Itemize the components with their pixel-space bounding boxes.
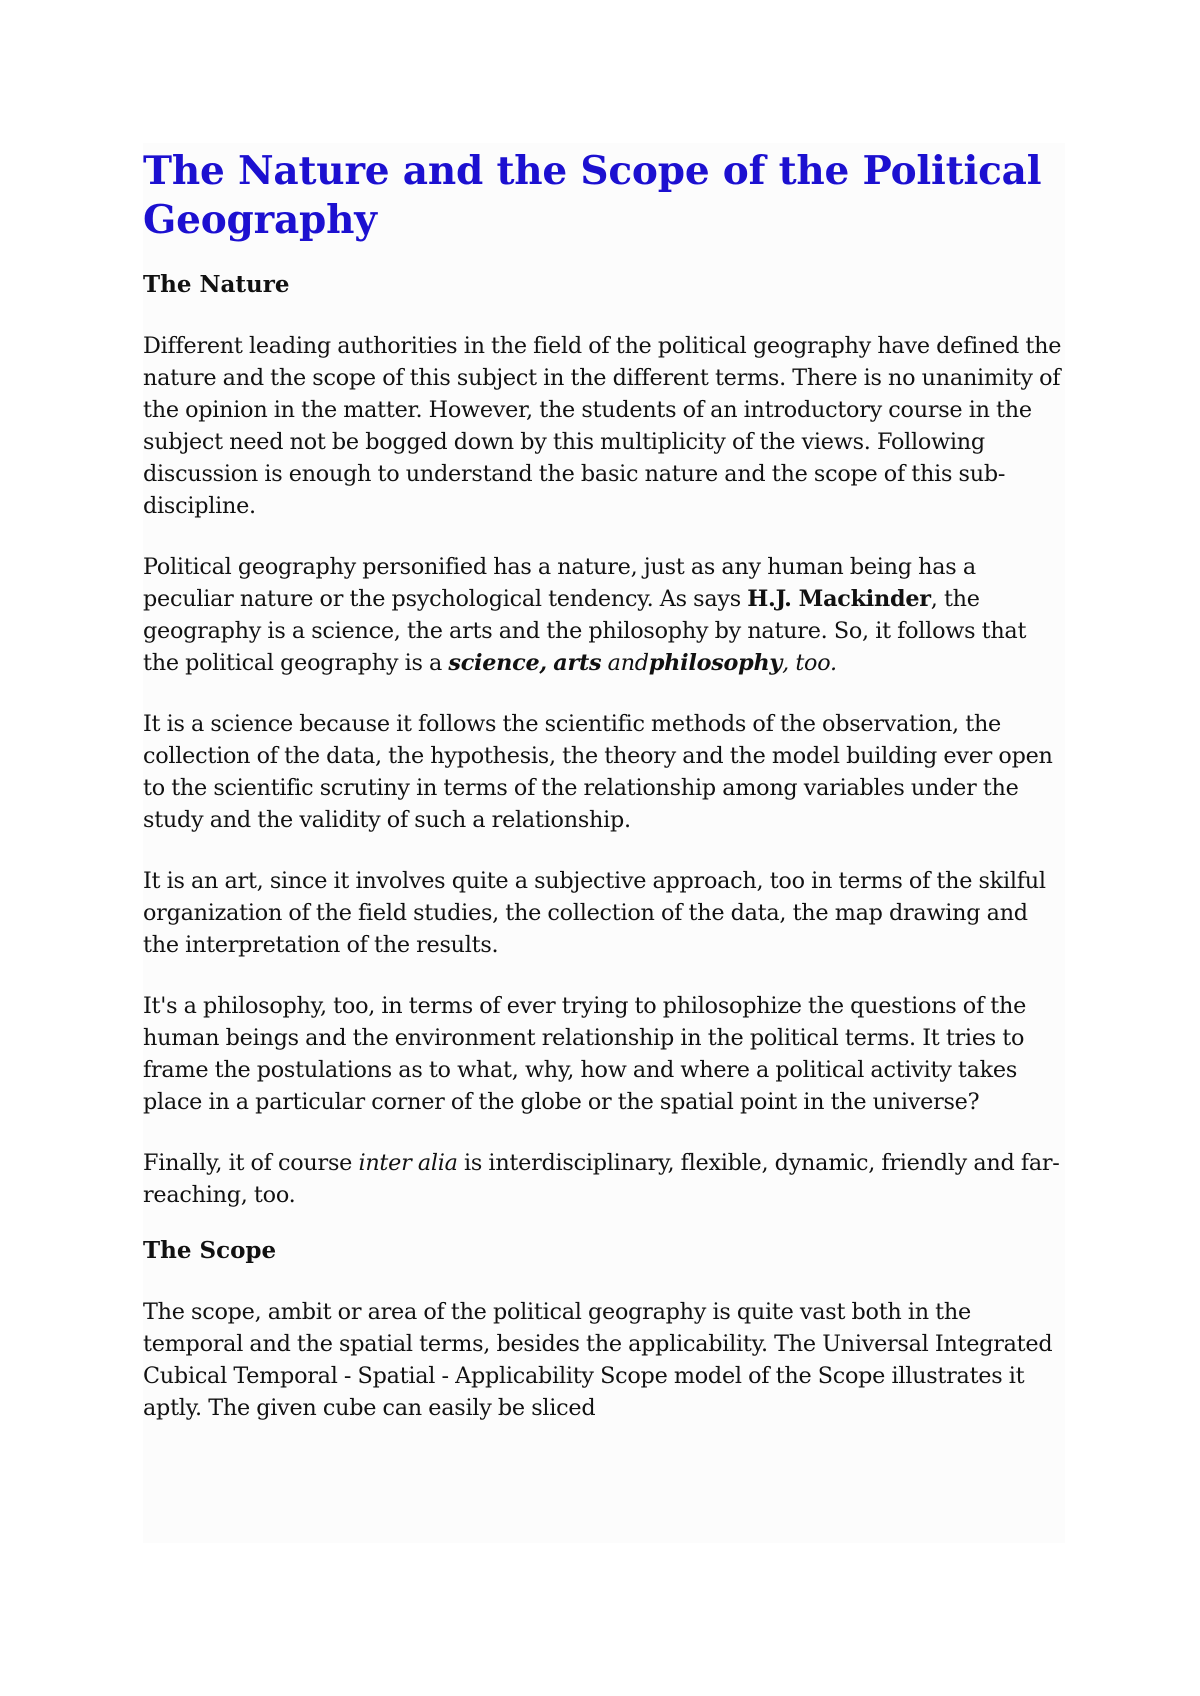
term-arts: arts xyxy=(553,650,602,676)
p6-text-2: is interdisciplinary, flexible, dynamic, friendly and far-reaching, too. xyxy=(143,1150,1060,1208)
nature-paragraph-1: Different leading authorities in the field of the political geography have defined the nature and the scope of this subject in the different terms. There is no unanimity of the opinion in the matter. However, the students of an introductory course in the subject need not be bogged down by this multiplicity of the views. Following discussion is enough to understand the basic nature and the scope of this sub-discipline. xyxy=(143,333,1062,519)
heading-the-scope: The Scope xyxy=(143,1237,277,1264)
p6-text-1: Finally, it of course xyxy=(143,1150,359,1176)
nature-paragraph-2 xyxy=(143,551,1065,679)
p2-text-2: , the geography is a science, the arts and the philosophy by nature. So, it follows that the political geography is a xyxy=(143,586,1027,676)
page-title: The Nature and the Scope of the Political Geography xyxy=(143,148,1042,243)
term-science: science, xyxy=(448,650,547,676)
scope-paragraph-1: The scope, ambit or area of the political geography is quite vast both in the temporal and the spatial terms, besides the applicability. The Universal Integrated Cubical Temporal - Spatial - Applicability Scope model of the Scope illustrates it aptly. The given cube can easily be sliced xyxy=(143,1299,1053,1421)
nature-paragraph-3: It is a science because it follows the scientific methods of the observation, the collection of the data, the hypothesis, the theory and the model building ever open to the scientific scrutiny in terms of the relationship among variables under the study and the validity of such a relationship. xyxy=(143,711,1053,833)
heading-the-nature: The Nature xyxy=(143,271,290,298)
nature-paragraph-4: It is an art, since it involves quite a subjective approach, too in terms of the skilful organization of the field studies, the collection of the data, the map drawing and the interpretation of the results. xyxy=(143,868,1046,958)
term-philosophy: philosophy xyxy=(648,650,783,676)
term-and: and xyxy=(607,650,649,676)
term-too: , too. xyxy=(782,650,837,676)
p2-text-1: Political geography personified has a nature, just as any human being has a peculiar nature or the psychological tendency. As says xyxy=(143,554,976,612)
author-mackinder: H.J. Mackinder xyxy=(747,586,931,612)
nature-paragraph-6 xyxy=(143,1147,1065,1211)
term-inter-alia: inter alia xyxy=(358,1150,458,1176)
document-page xyxy=(143,143,1065,1543)
nature-paragraph-5: It's a philosophy, too, in terms of ever trying to philosophize the questions of the human beings and the environment relationship in the political terms. It tries to frame the postulations as to what, why, how and where a political activity takes place in a particular corner of the globe or the spatial point in the universe? xyxy=(143,993,1027,1115)
